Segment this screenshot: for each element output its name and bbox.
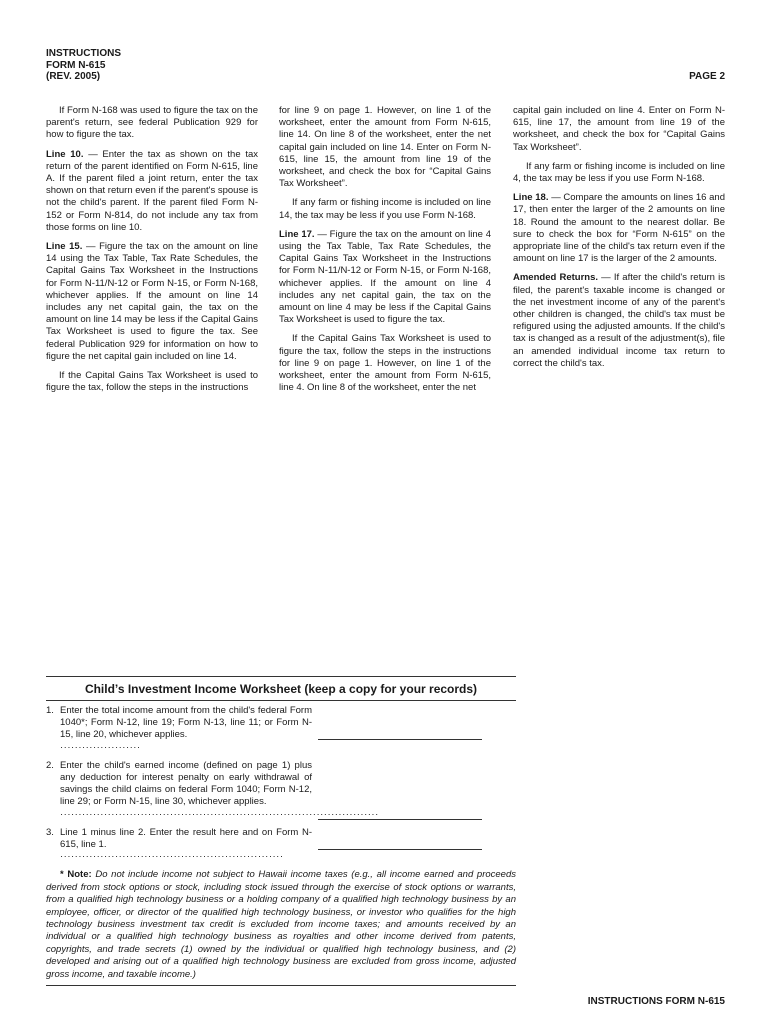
- worksheet-note: [46, 869, 516, 986]
- note-label: * Note:: [60, 869, 92, 881]
- paragraph: capital gain included on line 4. Enter on Form N-615, line 17, the amount from line 19 of the worksheet, and check the box for “Capital Gains Tax Worksheet”.: [513, 105, 725, 153]
- column-2: [279, 105, 491, 401]
- column-1: [46, 105, 258, 401]
- line-1-amount-field[interactable]: [318, 727, 482, 740]
- page-number: PAGE 2: [689, 71, 725, 82]
- line-number: 1.: [46, 705, 54, 716]
- paragraph-line-17: [279, 229, 491, 327]
- worksheet-line-1: [46, 705, 516, 754]
- paragraph-line-15: [46, 241, 258, 363]
- paragraph-text: — If after the child's return is filed, the parent's taxable income is changed or the net investment income of any of the parent's other children is changed, the child's tax must be refigured using the adjusted amounts. If the child's tax is changed as a result of the adjustment(s), file an amended individual income tax return to correct the child's tax.: [513, 272, 725, 369]
- paragraph: If any farm or fishing income is included on line 4, the tax may be less if you use Form N-168.: [513, 160, 725, 185]
- line-3-amount-field[interactable]: [318, 837, 482, 850]
- line-label: Line 15.: [46, 241, 83, 253]
- paragraph: If the Capital Gains Tax Worksheet is used to figure the tax, follow the steps in the instructions for line 9 on page 1. However, on line 1 of the worksheet, enter the amount from Form N-615, line 4. On line 8 of the worksheet, enter the net: [279, 333, 491, 394]
- line-number: 3.: [46, 826, 54, 838]
- line-text: Line 1 minus line 2. Enter the result here and on Form N-615, line 1.: [60, 826, 312, 851]
- paragraph-line-18: [513, 192, 725, 265]
- note-text: Do not include income not subject to Hawaii income taxes (e.g., all income earned and proceeds derived from stock options or stock, including stock issued through the exercise of stock options or warrants, from a qualified high technology business or a holding company of a qualified high technology business by an employee, officer, or director of the qualified high technology business, or investor who qualifies for the high technology business investment tax credit is excluded from income taxes; and amounts received by an individual or a qualified high technology business as royalties and other income derived from patents, copyrights, and trade secrets (1) owned by the individual or qualified high technology business, and (2) developed and arising out of a qualified high technology business are excluded from gross income, adjusted gross income, and taxable income.): [46, 869, 516, 980]
- line-label: Line 18.: [513, 192, 549, 204]
- line-2-amount-field[interactable]: [318, 807, 482, 820]
- line-label: Line 17.: [279, 228, 315, 240]
- paragraph: If Form N-168 was used to figure the tax on the parent's return, see federal Publication 929 for how to figure the tax.: [46, 105, 258, 141]
- paragraph-text: — Compare the amounts on lines 16 and 17, then enter the larger of the 2 amounts on line 18. Round the amount to the nearest dollar. Be sure to check the box for “Form N-615” on the appropriate line of the child's tax return even if the amount on line 17 is the larger of the 2 amounts.: [513, 192, 726, 265]
- paragraph: If any farm or fishing income is included on line 14, the tax may be less if you use Form N-168.: [279, 197, 491, 221]
- line-number: 2.: [46, 759, 54, 771]
- worksheet-line-2: [46, 760, 516, 821]
- paragraph-text: — Figure the tax on the amount on line 4 using the Tax Table, Tax Rate Schedules, the Capital Gains Tax Worksheet in the Instructions for Form N-11/N-12 or Form N-15, or Form N-168, whichever applies. If the amount on line 4 includes any net capital gain, the tax on the amount on line 4 may be less if the Capital Gains Tax Worksheet is used to figure the tax.: [279, 228, 491, 326]
- header-form-number: FORM N-615: [46, 59, 106, 71]
- paragraph-amended-returns: [513, 272, 725, 370]
- line-text: Enter the child's earned income (defined on page 1) plus any deduction for interest penalty on early withdrawal of savings the child claims on federal Form 1040; Form N-12, line 29; or Form N-15, line 30, whichever applies.: [60, 759, 312, 808]
- worksheet-line-3: [46, 827, 516, 864]
- divider: [46, 676, 516, 677]
- line-text: Enter the total income amount from the child's federal Form 1040*; Form N-12, line 19; Form N-13, line 11; or Form N-15, line 20, whichever applies.: [60, 705, 312, 741]
- paragraph-text: — Figure the tax on the amount on line 14 using the Tax Table, Tax Rate Schedules, the Capital Gains Tax Worksheet in the Instructions for Form N-11/N-12 or Form N-15, or Form N-168, whichever applies. If the amount on line 14 includes any net capital gain, the tax on the amount on line 14 may be less if the Capital Gains Tax Worksheet is used to figure the tax. See federal Publication 929 for information on how to figure the net capital gain included on line 14.: [46, 241, 258, 362]
- leader-dots: ·······················································································: [60, 808, 379, 820]
- page-footer: INSTRUCTIONS FORM N-615: [587, 996, 725, 1007]
- form-header: [46, 48, 121, 83]
- paragraph: for line 9 on page 1. However, on line 1 of the worksheet, enter the amount from Form N-615, line 14. On line 8 of the worksheet, enter the net capital gain included on line 14. Enter on Form N-615, line 15, the amount from line 19 of the worksheet, and check the box for “Capital Gains Tax Worksheet”.: [279, 105, 491, 190]
- paragraph-line-10: [46, 149, 258, 234]
- header-instructions: INSTRUCTIONS: [46, 48, 121, 59]
- line-label: Line 10.: [46, 148, 84, 160]
- paragraph-text: — Enter the tax as shown on the tax return of the parent identified on Form N-615, line A. If the parent filed a joint return, enter the tax shown on that return even if the parent's spouse is not the child's parent. If the parent filed Form N-152 or Form N-814, do not include any tax from those forms on line 10.: [46, 148, 259, 233]
- investment-income-worksheet: [46, 676, 516, 986]
- header-revision: (REV. 2005): [46, 71, 101, 82]
- column-3: [513, 105, 725, 377]
- worksheet-title: Child’s Investment Income Worksheet (keep a copy for your records): [46, 682, 516, 701]
- section-label: Amended Returns.: [513, 272, 598, 284]
- paragraph: If the Capital Gains Tax Worksheet is used to figure the tax, follow the steps in the instructions: [46, 370, 258, 394]
- leader-dots: ······················: [60, 741, 141, 753]
- leader-dots: ·····························································: [60, 851, 284, 863]
